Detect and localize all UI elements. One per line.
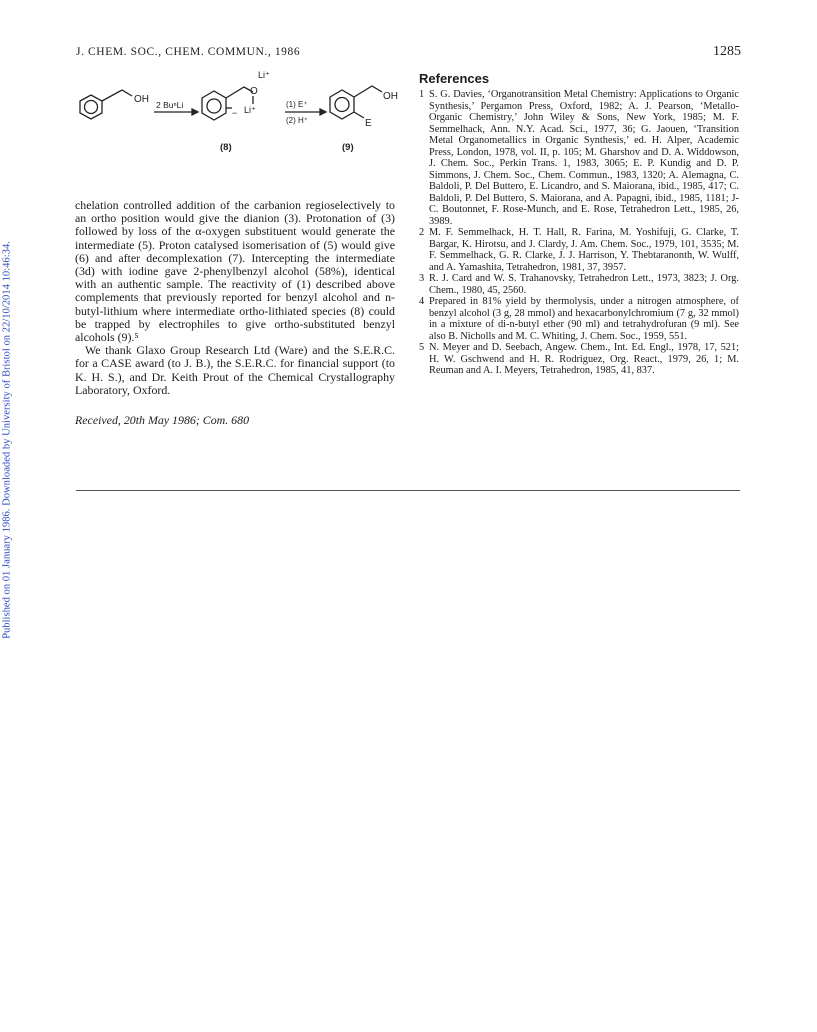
reference-item <box>419 342 739 377</box>
references-list <box>419 89 739 377</box>
reference-text: R. J. Card and W. S. Trahanovsky, Tetrahedron Lett., 1973, 3823; J. Org. Chem., 1980, 45, 2560. <box>429 273 739 296</box>
reaction-scheme <box>70 68 415 158</box>
li-top-label: Li⁺ <box>258 70 270 80</box>
reference-text: N. Meyer and D. Seebach, Angew. Chem., Int. Ed. Engl., 1978, 17, 521; H. W. Gschwend and H. R. Rodriguez, Org. React., 1979, 26, 1; M. Reuman and A. I. Meyers, Tetrahedron, 1985, 41, 837. <box>429 342 739 376</box>
compound-8-label: (8) <box>220 142 232 153</box>
reference-number: 4 <box>419 296 425 307</box>
reference-text: M. F. Semmelhack, H. T. Hall, R. Farina, M. Yoshifuji, G. Clarke, T. Bargar, K. Hirotsu, and J. Clardy, J. Am. Chem. Soc., 1979, 101, 3535; M. F. Semmelhack, G. R. Clarke, J. J. Harrison, Y. Thebtaranonth, W. Wulff, and A. Yamashita, Tetrahedron, 1981, 37, 3957. <box>429 227 739 273</box>
download-watermark[interactable] <box>0 240 16 640</box>
step2-label: (2) H⁺ <box>286 116 308 125</box>
li-plus-label: Li⁺ <box>244 105 256 115</box>
reference-number: 2 <box>419 227 425 238</box>
running-header: J. CHEM. SOC., CHEM. COMMUN., 1986 <box>76 46 301 58</box>
reagent-label: 2 BuⁿLi <box>156 100 184 110</box>
reference-text: Prepared in 81% yield by thermolysis, under a nitrogen atmosphere, of benzyl alcohol (3 g, 28 mmol) and hexacarbonylchromium (7 g, 32 mmol) in a mixture of di-n-butyl ether (90 ml) and tetrahydrofuran (9 ml). See also B. Nicholls and M. C. Whiting, J. Chem. Soc., 1959, 551. <box>429 296 739 342</box>
acknowledgements: We thank Glaxo Group Research Ltd (Ware) and the S.E.R.C. for a CASE award (to J. B.), the S.E.R.C. for financial support (to K. H. S.), and Dr. Keith Prout of the Chemical Crystallography Laboratory, Oxford. <box>75 343 395 397</box>
reference-item <box>419 89 739 227</box>
step1-label: (1) E⁺ <box>286 100 308 109</box>
received-line: Received, 20th May 1986; Com. 680 <box>75 413 250 428</box>
e-label: E <box>365 118 372 129</box>
reference-item <box>419 227 739 273</box>
reference-number: 3 <box>419 273 425 284</box>
compound-9-label: (9) <box>342 142 354 153</box>
benzene-ring-1 <box>80 95 102 119</box>
references-heading: References <box>419 71 490 86</box>
body-column <box>75 199 395 427</box>
body-paragraph-1: chelation controlled addition of the carbanion regioselectively to an ortho position would give the dianion (3). Protonation of (3) followed by loss of the α-oxygen substituent would generate the intermediate (5). Proton catalysed isomerisation of (5) would give (6) and after decomplexation (7). Intercepting the intermediate (3d) with iodine gave 2-phenylbenzyl alcohol (58%), identical with an authentic sample. The reactivity of (1) described above complements that previously reported for benzyl alcohol and n-butyl-lithium where intermediate ortho-lithiated species (8) could be trapped by electrophiles to give ortho-substituted benzyl alcohols (9).⁵ <box>75 198 395 345</box>
reference-text: S. G. Davies, ‘Organotransition Metal Chemistry: Applications to Organic Synthesis,’ Pergamon Press, Oxford, 1982; A. J. Pearson, ‘Metallo-Organic Chemistry,’ John Wiley & Sons, New York, 1985; M. F. Semmelhack, Ann. N.Y. Acad. Sci., 1977, 36; G. Jaouen, ‘Transition Metal Organometallics in Organic Synthesis,’ ed. H. Alper, Academic Press, London, 1978, vol. II, p. 105; M. Gharshov and D. A. Widdowson, J. Chem. Soc., Perkin Trans. 1, 1983, 3065; E. P. Kundig and D. P. Simmons, J. Chem. Soc., Chem. Commun., 1983, 1320; A. Alemagna, C. Baldoli, P. Del Buttero, E. Licandro, and S. Maiorana, ibid., 1985, 417; C. Baldoli, P. Del Buttero, S. Maiorana, and A. Papagni, ibid., 1985, 1181; J-C. Boutonnet, F. Rose-Munch, and E. Rose, Tetrahedron Lett., 1985, 26, 3989. <box>429 89 739 227</box>
oh-left-label: OH <box>134 94 149 105</box>
reference-item <box>419 273 739 296</box>
reference-number: 1 <box>419 89 425 100</box>
benzene-ring-3 <box>330 90 354 119</box>
page-number: 1285 <box>713 44 741 59</box>
download-watermark-text: Published on 01 January 1986. Downloaded by University of Bristol on 22/10/2014 10:46:34. <box>1 241 13 639</box>
reference-item <box>419 296 739 342</box>
reference-number: 5 <box>419 342 425 353</box>
o-label: O <box>250 86 258 97</box>
benzene-ring-2 <box>202 91 226 120</box>
oh-right-label: OH <box>383 91 398 102</box>
page-rule <box>76 490 740 491</box>
carbanion-minus: − <box>232 108 238 118</box>
